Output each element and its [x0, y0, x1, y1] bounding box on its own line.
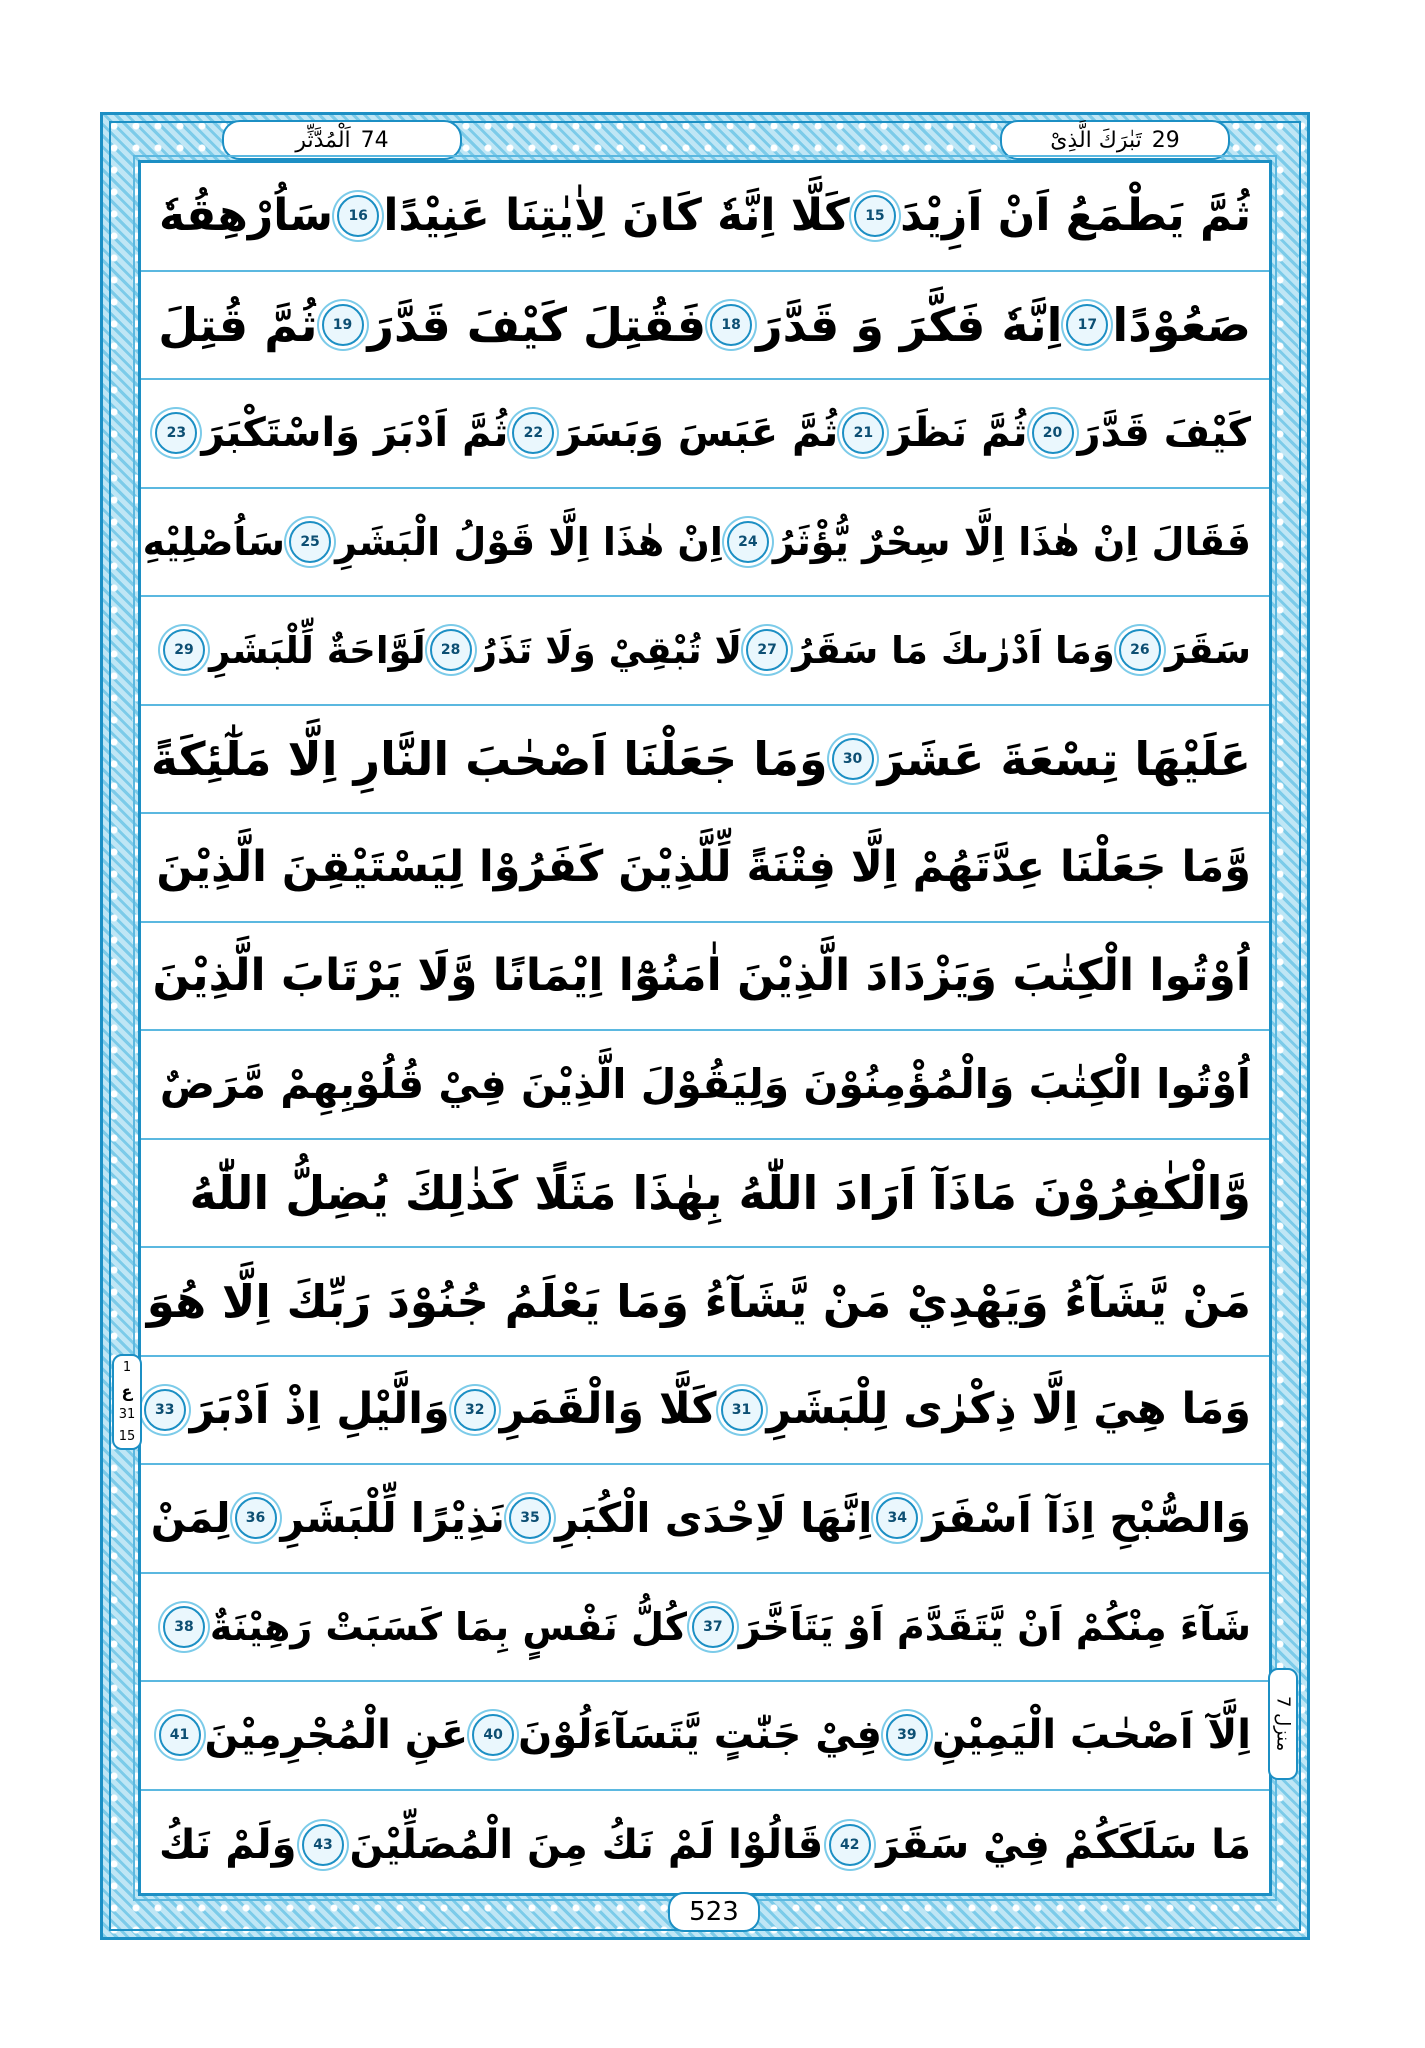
ayah-number-marker: 41 [159, 1714, 201, 1756]
manzil-label: منزل 7 [1272, 1696, 1294, 1752]
text-line [141, 1791, 1269, 1900]
ayah-number-marker: 16 [337, 195, 379, 237]
verse-text: كُلُّ نَفْسٍ بِمَا كَسَبَتْ رَهِيْنَةٌ [209, 1604, 687, 1649]
ayah-number-marker: 43 [302, 1824, 344, 1866]
surah-number: 74 [360, 127, 389, 153]
verse-text: فِيْ جَنّٰتٍ يَّتَسَآءَلُوْنَ [518, 1712, 882, 1759]
ayah-number-marker: 32 [454, 1389, 496, 1431]
ayah-number-marker: 37 [692, 1606, 734, 1648]
verse-text: ثُمَّ عَبَسَ وَبَسَرَ [558, 410, 839, 457]
text-line [141, 923, 1269, 1032]
verse-text: سَاُصْلِيْهِ [142, 519, 286, 564]
text-line [141, 706, 1269, 815]
text-line [141, 1031, 1269, 1140]
ayah-number-marker: 15 [854, 195, 896, 237]
text-line [141, 1357, 1269, 1466]
para-name: تَبٰرَكَ الَّذِیْ [1050, 127, 1142, 153]
verse-text: اِنَّهَا لَاِحْدَى الْكُبَرِ [554, 1493, 873, 1542]
ayah-number-marker: 31 [721, 1389, 763, 1431]
verse-text: اِنَّهٗ فَكَّرَ وَ قَدَّرَ [756, 297, 1063, 352]
ayah-number-marker: 27 [746, 629, 788, 671]
ayah-number-marker: 34 [876, 1497, 918, 1539]
text-line [141, 489, 1269, 598]
ayah-number-marker: 40 [472, 1714, 514, 1756]
text-line [141, 1682, 1269, 1791]
verse-text: وَالَّيْلِ اِذْ اَدْبَرَ [189, 1384, 450, 1435]
text-line [141, 1140, 1269, 1249]
ayah-number-marker: 36 [235, 1497, 277, 1539]
verse-text: ثُمَّ اَدْبَرَ وَاسْتَكْبَرَ [201, 410, 509, 457]
verse-text: لِمَنْ [150, 1493, 231, 1542]
page-number: 523 [689, 1897, 739, 1927]
ruku-marker [112, 1354, 142, 1450]
verse-text: ثُمَّ يَطْمَعُ اَنْ اَزِيْدَ [900, 190, 1251, 242]
verse-text: عَنِ الْمُجْرِمِيْنَ [204, 1712, 469, 1759]
text-line [141, 1248, 1269, 1357]
verse-text: كَلَّا وَالْقَمَرِ [499, 1384, 717, 1435]
verse-text: سَقَرَ [1164, 628, 1251, 672]
ayah-number-marker: 18 [710, 304, 752, 346]
ayah-number-marker: 35 [509, 1497, 551, 1539]
verse-text: وَمَا جَعَلْنَا اَصْحٰبَ النَّارِ اِلَّا مَلٰٓئِكَةً [150, 731, 828, 786]
ayah-number-marker: 39 [886, 1714, 928, 1756]
ayah-number-marker: 21 [842, 412, 884, 454]
verse-text: سَاُرْهِقُهٗ [159, 190, 334, 242]
verse-text: ثُمَّ قُتِلَ [158, 297, 318, 352]
verse-text: فَقُتِلَ كَيْفَ قَدَّرَ [367, 297, 707, 352]
verse-text: عَلَيْهَا تِسْعَةَ عَشَرَ [877, 731, 1251, 786]
verse-text: مَنْ يَّشَآءُ وَيَهْدِيْ مَنْ يَّشَآءُ وَمَا يَعْلَمُ جُنُوْدَ رَبِّكَ اِلَّا هُوَ [146, 1274, 1251, 1328]
ayah-number-marker: 22 [512, 412, 554, 454]
ruku-number: 31 [118, 1407, 136, 1423]
surah-name: اَلْمُدَّثِّر [295, 127, 351, 153]
verse-text: اِلَّآ اَصْحٰبَ الْيَمِيْنِ [931, 1712, 1251, 1759]
para-number: 29 [1151, 127, 1180, 153]
verse-text: فَقَالَ اِنْ هٰذَا اِلَّا سِحْرٌ يُّؤْثَرُ [772, 519, 1251, 564]
ayah-number-marker: 38 [163, 1606, 205, 1648]
ayah-number-marker: 30 [832, 738, 874, 780]
verse-text: وَّمَا جَعَلْنَا عِدَّتَهُمْ اِلَّا فِتْنَةً لِّلَّذِيْنَ كَفَرُوْا لِيَسْتَيْقِنَ الَّذِيْنَ [156, 841, 1251, 892]
ayah-number-marker: 24 [727, 521, 769, 563]
ayah-number-marker: 28 [430, 629, 472, 671]
verse-text: وَلَمْ نَكُ [159, 1821, 297, 1868]
ruku-sign: ع [121, 1381, 133, 1401]
ayah-number-marker: 29 [163, 629, 205, 671]
text-line [141, 1465, 1269, 1574]
verse-text: اُوْتُوا الْكِتٰبَ وَيَزْدَادَ الَّذِيْنَ اٰمَنُوْٓا اِيْمَانًا وَّلَا يَرْتَابَ الَّذِيْنَ [152, 949, 1251, 1001]
verse-text: وَالصُّبْحِ اِذَآ اَسْفَرَ [922, 1493, 1251, 1542]
ayah-number-marker: 26 [1119, 629, 1161, 671]
verse-text: لَا تُبْقِيْ وَلَا تَذَرُ [475, 628, 743, 672]
ayah-number-marker: 17 [1066, 304, 1108, 346]
verse-text: لَوَّاحَةٌ لِّلْبَشَرِ [209, 628, 426, 672]
verse-text: اِنْ هٰذَا اِلَّا قَوْلُ الْبَشَرِ [335, 519, 723, 564]
verse-text: وَمَا اَدْرٰىكَ مَا سَقَرُ [792, 628, 1115, 672]
quran-text-panel [138, 160, 1272, 1896]
text-line [141, 597, 1269, 706]
verse-text: كَلَّا اِنَّهٗ كَانَ لِاٰيٰتِنَا عَنِيْدًا [383, 190, 850, 242]
ayah-number-marker: 23 [155, 412, 197, 454]
verse-text: شَآءَ مِنْكُمْ اَنْ يَّتَقَدَّمَ اَوْ يَتَاَخَّرَ [738, 1604, 1251, 1649]
text-line [141, 1574, 1269, 1683]
ayah-number-marker: 19 [322, 304, 364, 346]
verse-text: وَّالْكٰفِرُوْنَ مَاذَآ اَرَادَ اللّٰهُ بِهٰذَا مَثَلًا كَذٰلِكَ يُضِلُّ اللّٰهُ [189, 1165, 1251, 1220]
text-line [141, 163, 1269, 272]
verse-text: نَذِيْرًا لِّلْبَشَرِ [280, 1493, 505, 1542]
verse-text: وَمَا هِيَ اِلَّا ذِكْرٰى لِلْبَشَرِ [766, 1384, 1251, 1435]
verse-text: قَالُوْا لَمْ نَكُ مِنَ الْمُصَلِّيْنَ [349, 1821, 824, 1868]
ayah-number-marker: 20 [1032, 412, 1074, 454]
verse-text: مَا سَلَكَكُمْ فِيْ سَقَرَ [876, 1821, 1251, 1868]
page-number-box [668, 1892, 760, 1932]
ayah-number-marker: 42 [829, 1824, 871, 1866]
verse-text: ثُمَّ نَظَرَ [888, 410, 1028, 457]
manzil-marker [1268, 1668, 1298, 1780]
text-line [141, 814, 1269, 923]
surah-header [222, 120, 462, 160]
verse-text: كَيْفَ قَدَّرَ [1077, 410, 1251, 457]
verse-text: صَعُوْدًا [1112, 297, 1251, 352]
text-line [141, 380, 1269, 489]
verse-text: اُوْتُوا الْكِتٰبَ وَالْمُؤْمِنُوْنَ وَلِيَقُوْلَ الَّذِيْنَ فِيْ قُلُوْبِهِمْ مَّرَضٌ [159, 1059, 1251, 1108]
ruku-bottom: 15 [118, 1428, 136, 1444]
ayah-number-marker: 33 [144, 1389, 186, 1431]
ayah-number-marker: 25 [289, 521, 331, 563]
text-line [141, 272, 1269, 381]
ruku-top: 1 [122, 1360, 132, 1375]
para-header [1000, 120, 1230, 160]
